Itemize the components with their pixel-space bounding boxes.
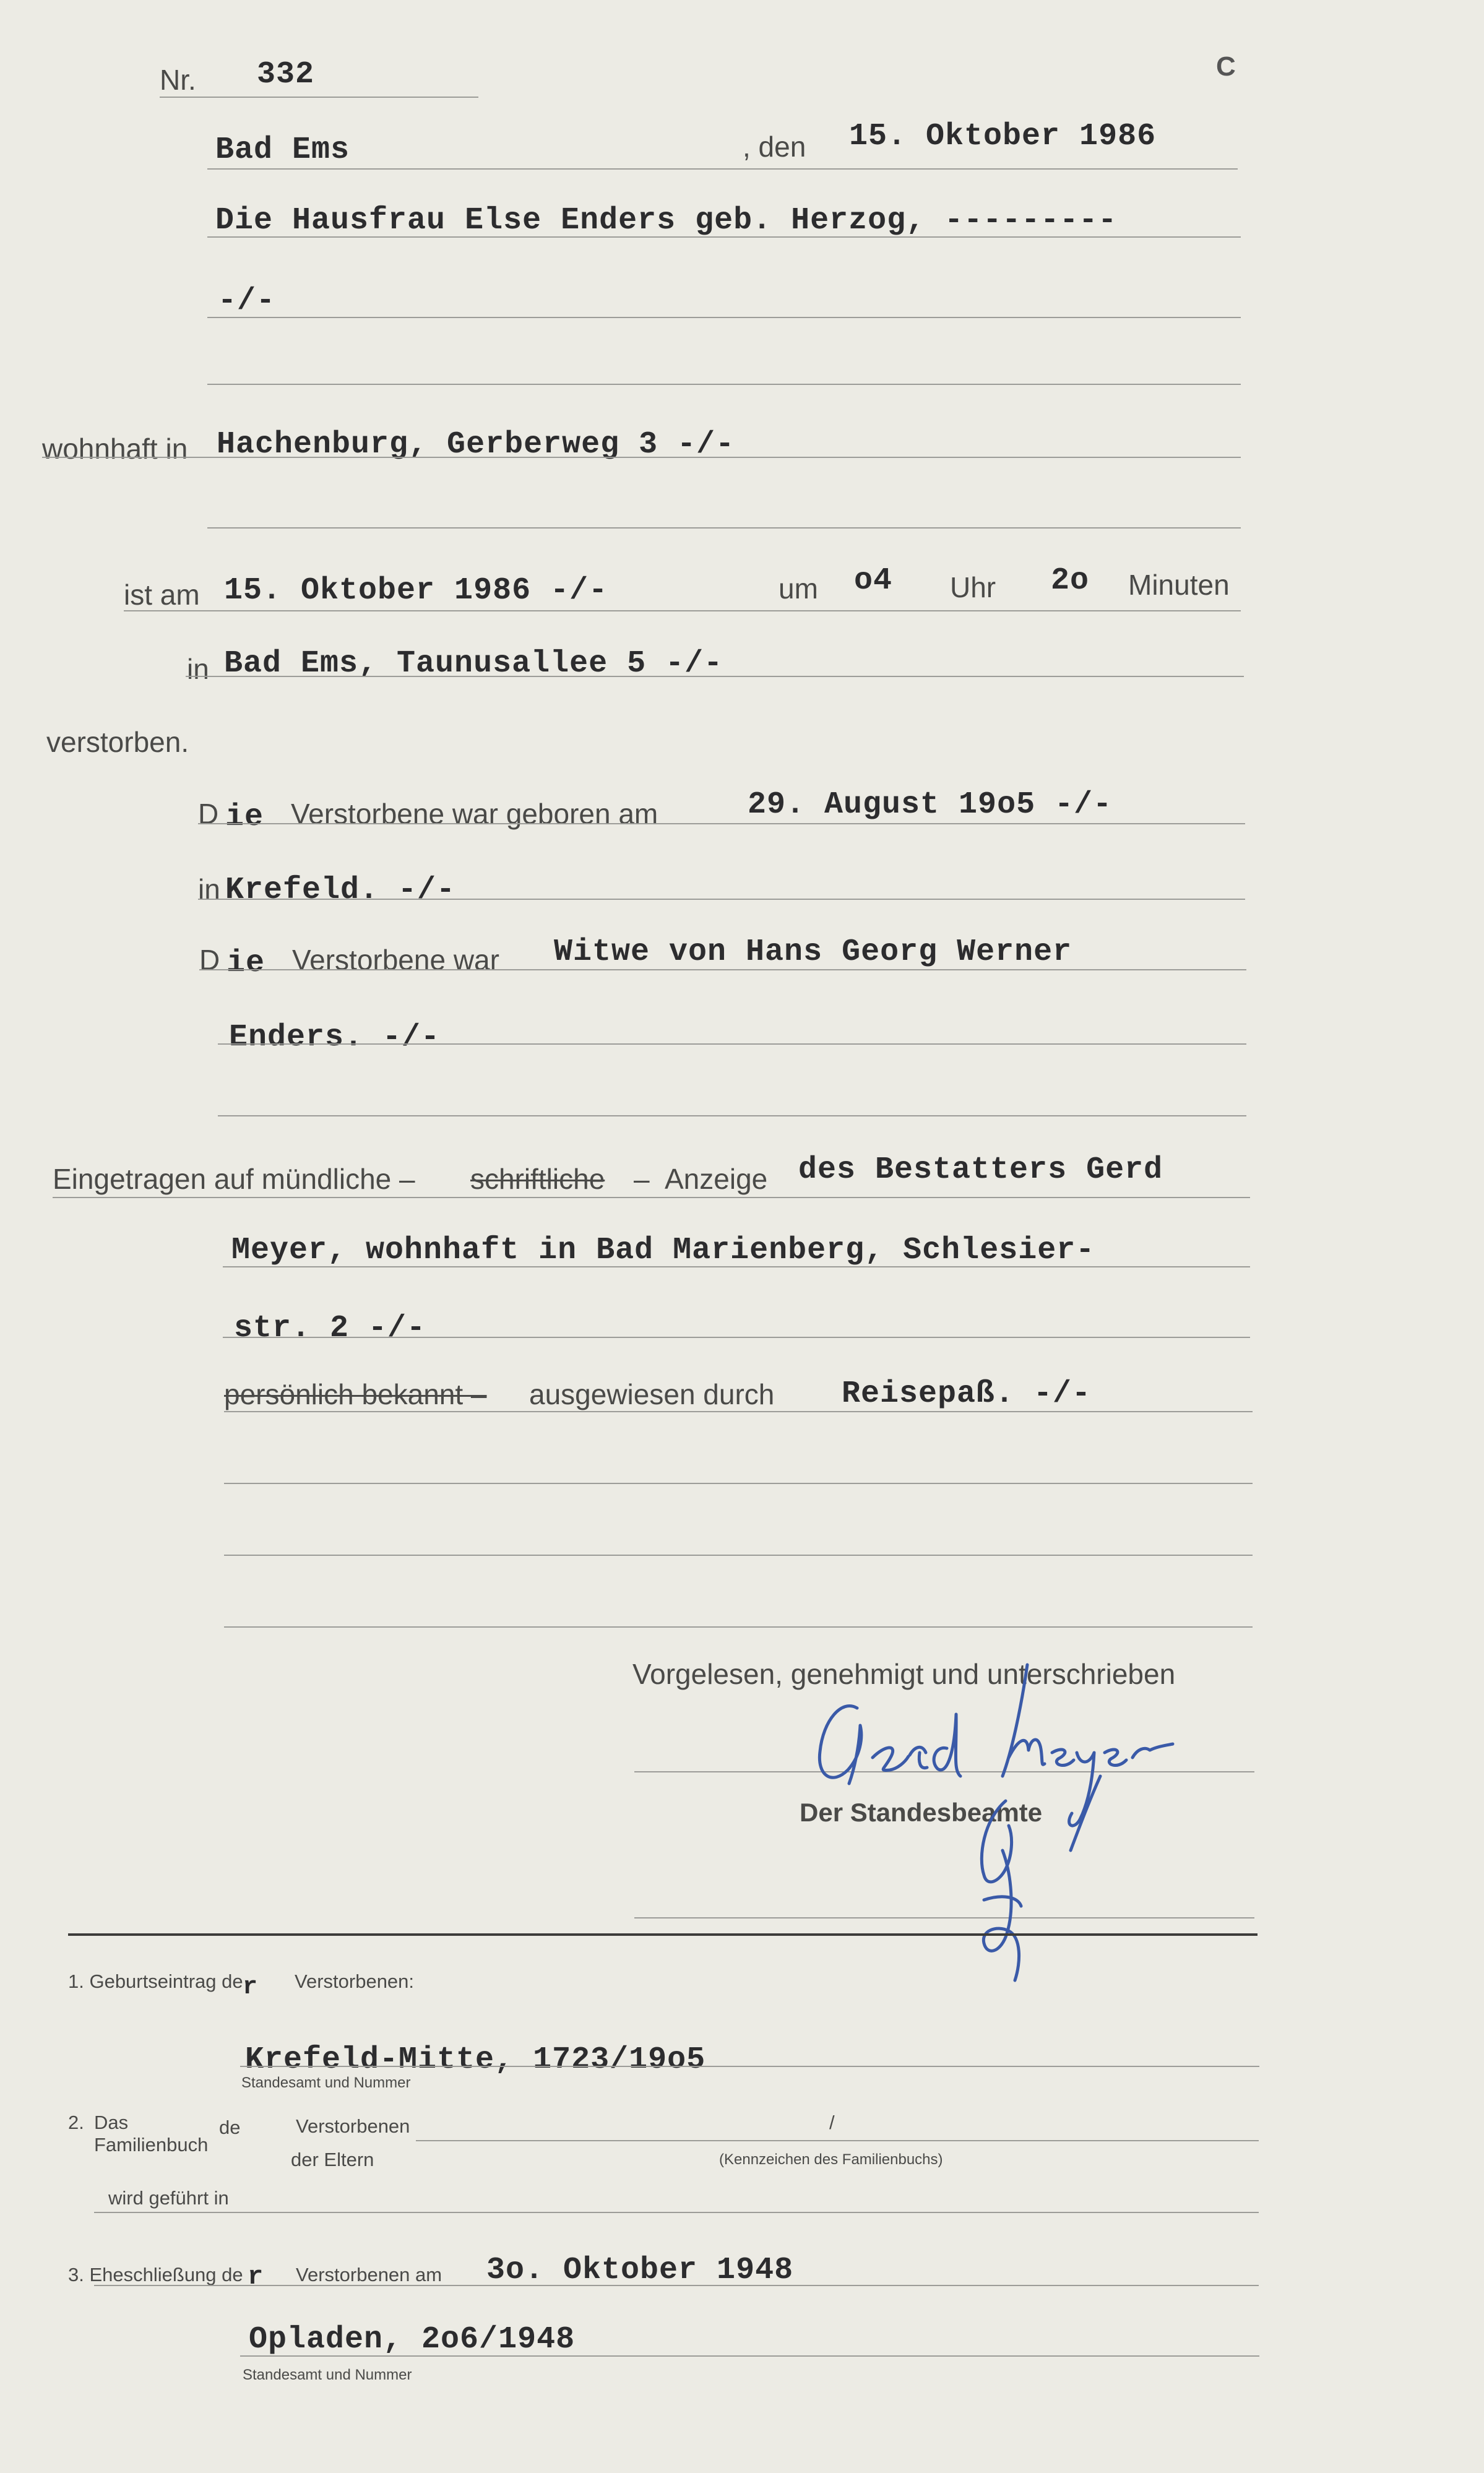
death-hour-label: um: [779, 572, 818, 605]
footer-marriage-value: Opladen, 2o6/1948: [249, 2322, 576, 2357]
person-line-1: Die Hausfrau Else Enders geb. Herzog, ---------: [215, 203, 1118, 238]
footer-birth-entry-label-2: Verstorbenen:: [295, 1970, 415, 1992]
registration-label-end: Anzeige: [665, 1163, 768, 1195]
birth-d-label: D: [198, 798, 219, 830]
handwritten-signatures: [798, 1590, 1244, 1999]
nr-label: Nr.: [160, 64, 196, 96]
death-time-rule: [124, 610, 1241, 611]
verstorben-label: verstorben.: [46, 726, 189, 758]
footer-family-book-caption: (Kennzeichen des Familienbuchs): [719, 2151, 943, 2168]
residence-rule-1: [42, 457, 1241, 458]
birth-date-rule: [198, 823, 1245, 824]
status-rule-2: [218, 1043, 1246, 1045]
residence-rule-2: [207, 527, 1241, 529]
birth-date-value: 29. August 19o5 -/-: [748, 787, 1113, 822]
place-date-rule: [207, 168, 1238, 170]
registration-line-3: str. 2 -/-: [234, 1311, 426, 1346]
footer-birth-entry-suffix: r: [243, 1974, 259, 2001]
footer-family-book-slash: /: [829, 2112, 835, 2133]
death-hour-value: o4: [854, 563, 893, 598]
footer-marriage-label-2: Verstorbenen am: [296, 2264, 442, 2285]
identified-value: Reisepaß. -/-: [842, 1376, 1092, 1412]
footer-marriage-place-rule: [240, 2355, 1259, 2357]
den-label: , den: [743, 131, 806, 163]
residence-label: wohnhaft in: [42, 433, 188, 465]
identified-rule: [224, 1411, 1253, 1412]
registration-line-1: des Bestatters Gerd: [798, 1152, 1163, 1188]
footer-marriage-label: 3. Eheschließung de: [68, 2264, 243, 2285]
birth-label: Verstorbene war geboren am: [291, 798, 658, 830]
identified-label: ausgewiesen durch: [529, 1378, 775, 1410]
date-value: 15. Oktober 1986: [849, 119, 1157, 154]
death-place-rule: [186, 676, 1244, 677]
status-rule-3: [218, 1115, 1246, 1116]
footer-family-book-rule: [416, 2140, 1259, 2141]
footer-birth-entry-label: 1. Geburtseintrag de: [68, 1970, 243, 1992]
registration-label-struck: schriftliche: [470, 1163, 605, 1195]
footer-family-book-label-b: Familienbuch: [94, 2134, 209, 2156]
death-place-value: Bad Ems, Taunusallee 5 -/-: [224, 646, 723, 681]
death-date-value: 15. Oktober 1986 -/-: [224, 573, 608, 608]
blank-rule-2: [224, 1555, 1253, 1556]
birth-d-suffix: ie: [225, 800, 264, 835]
footer-marriage-rule: [94, 2285, 1259, 2286]
status-d-suffix: ie: [226, 946, 265, 981]
person-rule-1: [207, 236, 1241, 238]
death-uhr-label: Uhr: [950, 571, 996, 603]
official-label: Der Standesbeamte: [800, 1798, 1043, 1827]
footer-birth-entry-rule: [240, 2066, 1259, 2067]
person-rule-2: [207, 317, 1241, 318]
footer-marriage-suffix: r: [248, 2262, 264, 2292]
footer-family-book-label-a: Das: [94, 2112, 129, 2133]
corner-letter: C: [1216, 51, 1236, 82]
footer-family-book-kept-label: wird geführt in: [108, 2187, 229, 2209]
birth-place-value: Krefeld. -/-: [225, 873, 456, 908]
status-line-2: Enders. -/-: [229, 1020, 441, 1055]
nr-rule: [160, 97, 478, 98]
birth-place-rule: [198, 899, 1245, 900]
birth-place-label: in: [198, 873, 220, 905]
footer-birth-entry-caption: Standesamt und Nummer: [241, 2074, 411, 2091]
footer-separator: [68, 1933, 1258, 1936]
registration-label-dash: –: [634, 1163, 650, 1195]
status-rule-1: [199, 969, 1246, 970]
footer-family-book-number: 2.: [68, 2112, 84, 2133]
footer-marriage-caption: Standesamt und Nummer: [243, 2367, 412, 2383]
read-approved-label: Vorgelesen, genehmigt und unterschrieben: [632, 1658, 1176, 1690]
footer-family-book-de: de: [219, 2117, 241, 2138]
death-date-label: ist am: [124, 579, 200, 611]
status-line-1: Witwe von Hans Georg Werner: [554, 934, 1072, 970]
person-line-2: -/-: [218, 283, 276, 319]
status-d-label: D: [199, 944, 220, 976]
death-place-label: in: [187, 653, 209, 685]
death-minutes-value: 2o: [1051, 563, 1090, 598]
footer-family-book-option-parents: der Eltern: [291, 2149, 374, 2170]
registration-rule-3: [223, 1337, 1250, 1338]
residence-value: Hachenburg, Gerberweg 3 -/-: [217, 427, 735, 462]
registration-line-2: Meyer, wohnhaft in Bad Marienberg, Schlesier-: [231, 1233, 1095, 1268]
person-rule-3: [207, 384, 1241, 385]
death-minutes-label: Minuten: [1128, 569, 1230, 601]
known-struck-label: persönlich bekannt –: [224, 1378, 487, 1410]
status-label: Verstorbene war: [292, 944, 499, 976]
place-value: Bad Ems: [215, 132, 350, 168]
footer-marriage-date: 3o. Oktober 1948: [486, 2253, 794, 2288]
footer-family-book-kept-rule: [94, 2212, 1259, 2213]
registration-rule-1: [53, 1197, 1250, 1198]
footer-family-book-option-deceased: Verstorbenen: [296, 2115, 410, 2137]
registration-label-start: Eingetragen auf mündliche –: [53, 1163, 415, 1195]
nr-value: 332: [257, 57, 315, 92]
registration-rule-2: [223, 1266, 1250, 1267]
blank-rule-1: [224, 1483, 1253, 1484]
footer-birth-entry-value: Krefeld-Mitte, 1723/19o5: [245, 2042, 706, 2078]
